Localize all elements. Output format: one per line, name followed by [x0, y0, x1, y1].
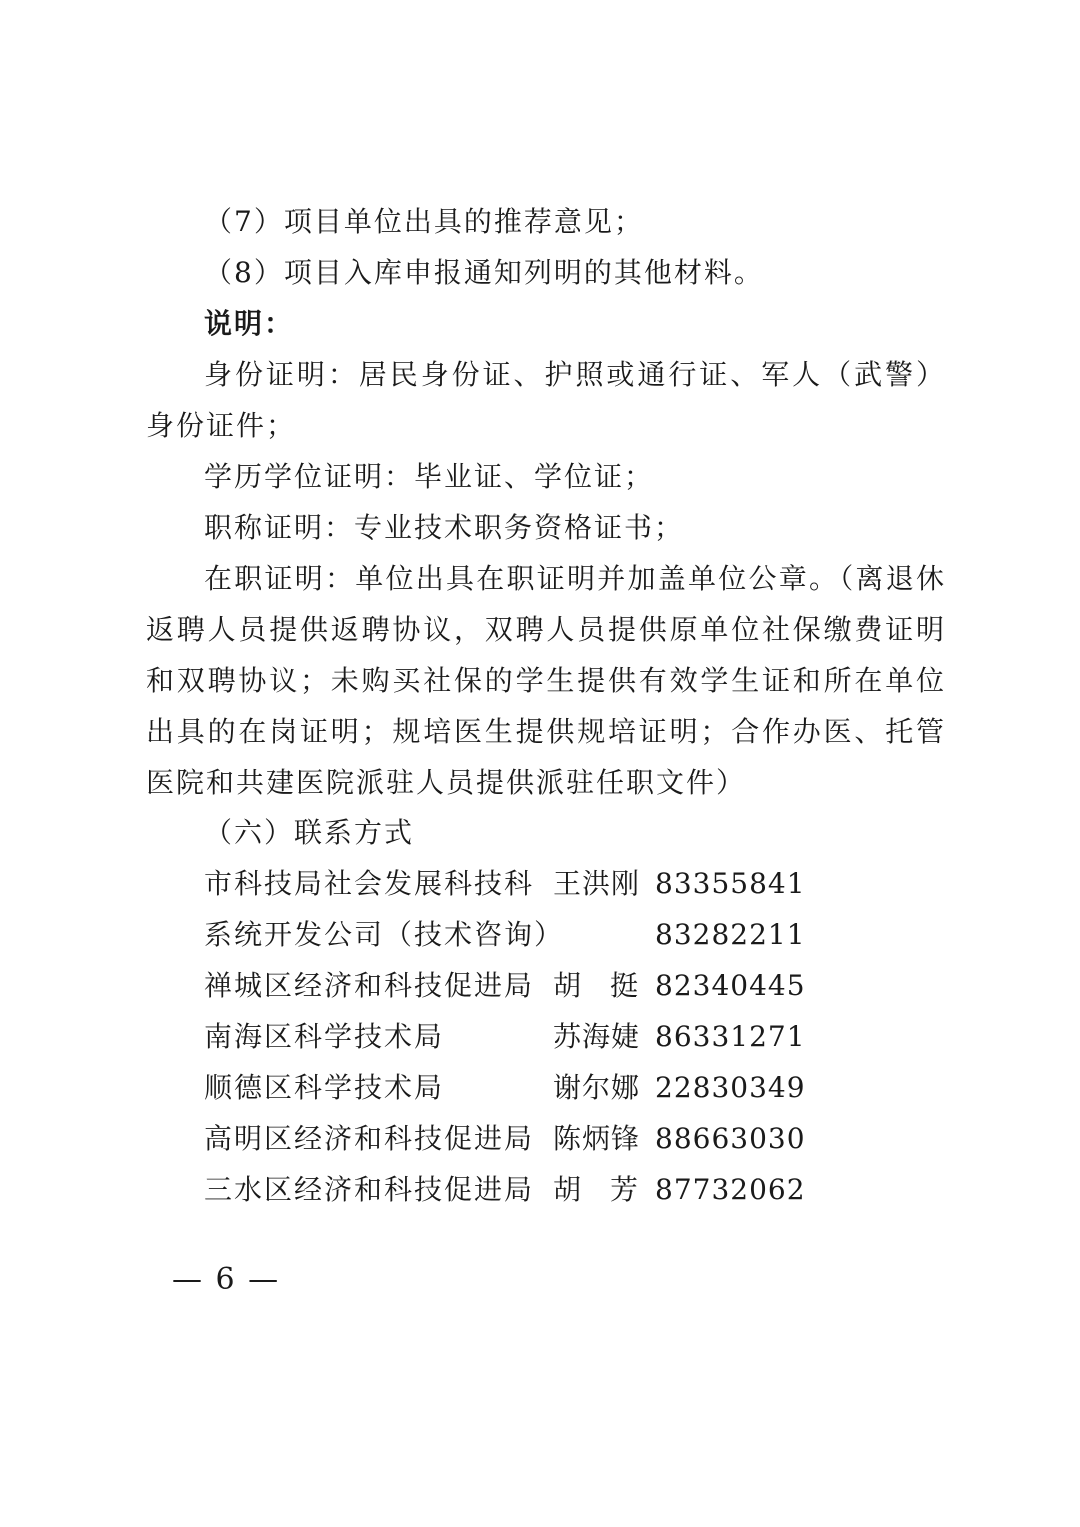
contact-phone: 83355841 — [655, 867, 806, 900]
contact-row — [204, 909, 844, 960]
contact-row — [204, 1164, 844, 1215]
contact-list — [204, 858, 844, 1215]
contact-org: 顺德区科学技术局 — [204, 1071, 445, 1104]
contact-org: 市科技局社会发展科技科 — [204, 867, 535, 900]
contact-phone: 88663030 — [655, 1122, 806, 1155]
contact-name: 胡芳 — [553, 1173, 639, 1206]
page-number: — 6 — — [172, 1262, 281, 1297]
notes-heading: 说明： — [204, 307, 295, 340]
contact-name: 胡挺 — [553, 969, 639, 1002]
item-7: （7）项目单位出具的推荐意见； — [204, 205, 644, 238]
contact-org: 南海区科学技术局 — [204, 1020, 445, 1053]
contact-org: 系统开发公司（技术咨询） — [204, 918, 565, 951]
contact-row — [204, 858, 844, 909]
contact-phone: 22830349 — [655, 1071, 806, 1104]
note-title-cert: 职称证明：专业技术职务资格证书； — [204, 511, 685, 544]
contact-name: 谢尔娜 — [553, 1071, 641, 1104]
contact-name: 苏海婕 — [553, 1020, 641, 1053]
contact-heading: （六）联系方式 — [204, 816, 415, 849]
contact-row — [204, 1113, 844, 1164]
contact-phone: 86331271 — [655, 1020, 806, 1053]
contact-row — [204, 1011, 844, 1062]
contact-name: 王洪刚 — [553, 867, 641, 900]
contact-phone: 83282211 — [655, 918, 806, 951]
contact-org: 三水区经济和科技促进局 — [204, 1173, 535, 1206]
note-identity: 身份证明：居民身份证、护照或通行证、军人（武警）身份证件； — [146, 358, 946, 442]
contact-phone: 87732062 — [655, 1173, 806, 1206]
note-education: 学历学位证明：毕业证、学位证； — [204, 460, 655, 493]
contact-org: 高明区经济和科技促进局 — [204, 1122, 535, 1155]
contact-name: 陈炳锋 — [553, 1122, 641, 1155]
note-employment: 在职证明：单位出具在职证明并加盖单位公章。（离退休返聘人员提供返聘协议，双聘人员提供原单位社保缴费证明和双聘协议；未购买社保的学生提供有效学生证和所在单位出具的在岗证明；规培医生提供规培证明；合作办医、托管医院和共建医院派驻人员提供派驻任职文件） — [146, 562, 946, 799]
contact-row — [204, 960, 844, 1011]
contact-phone: 82340445 — [655, 969, 806, 1002]
contact-org: 禅城区经济和科技促进局 — [204, 969, 535, 1002]
contact-row — [204, 1062, 844, 1113]
item-8: （8）项目入库申报通知列明的其他材料。 — [204, 256, 764, 289]
